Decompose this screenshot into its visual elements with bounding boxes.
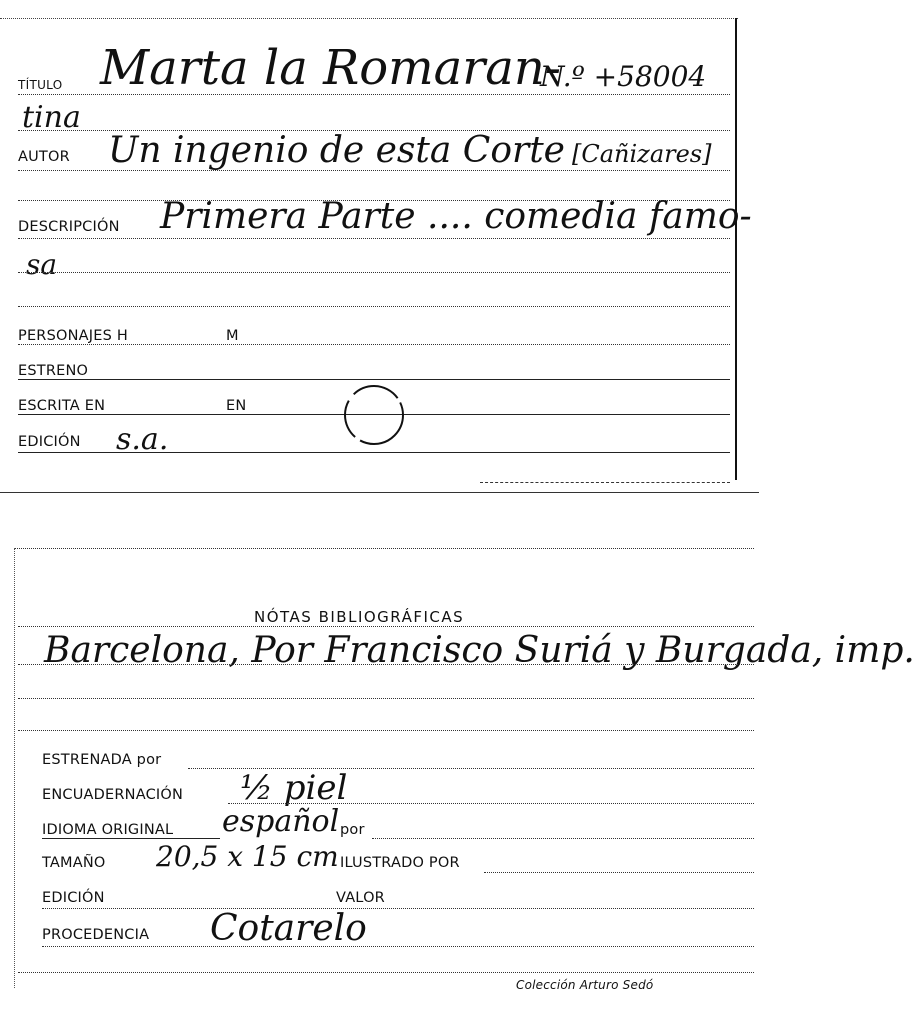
personajes-label: PERSONAJES H	[18, 328, 128, 344]
punch-hole	[338, 382, 410, 450]
idioma-label: IDIOMA ORIGINAL	[42, 822, 174, 838]
bottom-dash	[480, 482, 730, 483]
edicion-rule	[18, 452, 730, 453]
descripcion-label: DESCRIPCIÓN	[18, 219, 120, 235]
notas-heading-rule	[18, 626, 754, 627]
descripcion-value-cont: sa	[26, 248, 58, 281]
notas-rule-3	[18, 730, 754, 731]
titulo-rule	[18, 94, 730, 95]
edicion-valor-rule	[42, 908, 754, 909]
procedencia-label: PROCEDENCIA	[42, 927, 150, 943]
descripcion-rule	[18, 238, 730, 239]
notas-rule	[18, 664, 754, 665]
encuadernacion-label: ENCUADERNACIÓN	[42, 787, 184, 803]
edicion-top-value: s.a.	[116, 422, 169, 457]
top-card-right-edge	[735, 18, 737, 480]
ilustrado-rule	[484, 872, 754, 873]
estreno-rule	[18, 379, 730, 380]
tamano-label: TAMAÑO	[42, 855, 106, 871]
idioma-rule	[372, 838, 754, 839]
procedencia-rule-2	[18, 972, 754, 973]
escrita-en-label: EN	[226, 398, 247, 414]
notas-value: Barcelona, Por Francisco Suriá y Burgada, imp.	[44, 630, 915, 671]
bottom-card-top-edge	[14, 548, 754, 549]
edicion-top-label: EDICIÓN	[18, 434, 81, 450]
descripcion-rule-2	[18, 272, 730, 273]
idioma-underline	[42, 838, 220, 839]
autor-label: AUTOR	[18, 149, 70, 165]
titulo-value: Marta la Romaran-	[100, 40, 561, 96]
tamano-value: 20,5 x 15 cm	[156, 840, 339, 873]
procedencia-rule	[42, 946, 754, 947]
estrenada-label: ESTRENADA por	[42, 752, 162, 768]
descripcion-rule-3	[18, 306, 730, 307]
notas-rule-2	[18, 698, 754, 699]
top-card-top-edge	[0, 18, 738, 19]
valor-label: VALOR	[336, 890, 385, 906]
edicion-bottom-label: EDICIÓN	[42, 890, 105, 906]
estreno-label: ESTRENO	[18, 363, 89, 379]
autor-bracket: [Cañizares]	[572, 140, 712, 168]
encuadernacion-value: ½ piel	[240, 768, 348, 808]
escrita-label: ESCRITA EN	[18, 398, 106, 414]
notas-heading: NÓTAS BIBLIOGRÁFICAS	[254, 608, 465, 626]
personajes-m-label: M	[226, 328, 239, 344]
procedencia-value: Cotarelo	[210, 908, 367, 949]
personajes-rule	[18, 344, 730, 345]
titulo-value-cont: tina	[22, 100, 81, 135]
bottom-card-left-edge	[14, 548, 15, 988]
collection-footer: Colección Arturo Sedó	[516, 978, 654, 992]
titulo-label: TÍTULO	[18, 78, 63, 92]
idioma-value: español	[222, 804, 340, 839]
autor-value: Un ingenio de esta Corte	[108, 130, 565, 171]
ilustrado-label: ILUSTRADO POR	[340, 855, 460, 871]
titulo-number: N.º +58004	[540, 60, 707, 93]
idioma-por-label: por	[340, 822, 365, 838]
autor-rule	[18, 170, 730, 171]
descripcion-value: Primera Parte .... comedia famo-	[160, 196, 752, 237]
card-divider	[0, 492, 759, 493]
